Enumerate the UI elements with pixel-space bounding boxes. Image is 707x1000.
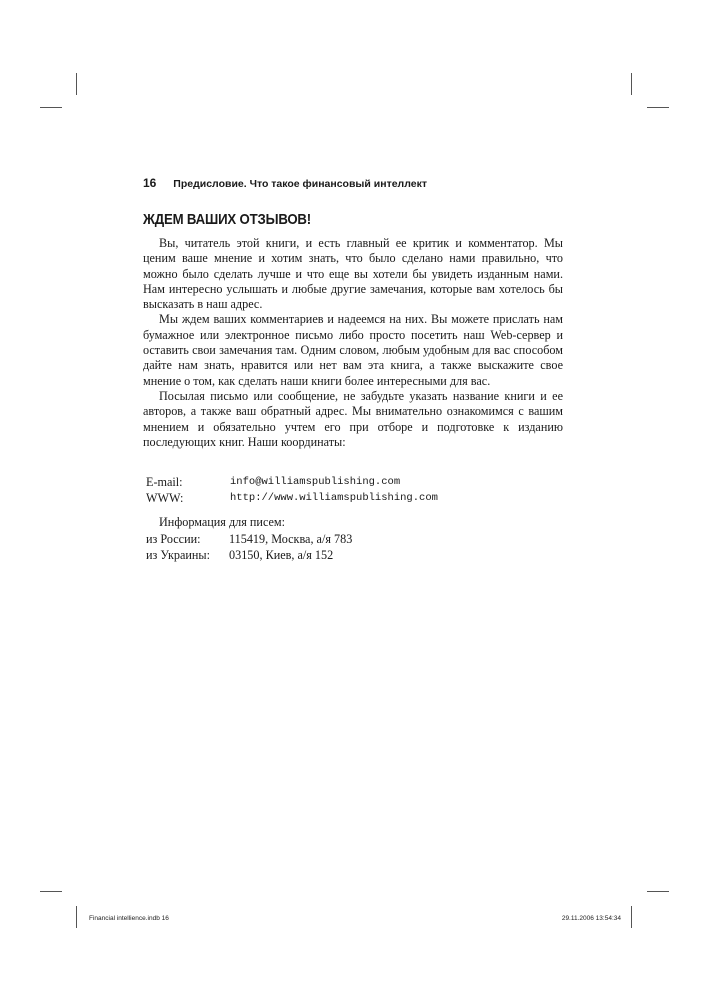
website-url: http://www.williamspublishing.com bbox=[230, 491, 438, 504]
running-title: Предисловие. Что такое финансовый интеллект bbox=[173, 178, 427, 190]
paragraph: Посылая письмо или сообщение, не забудьте указать название книги и ее авторов, а также ваш обратный адрес. Мы внимательно ознакомимся с вашим мнением и обязательно учтем его при отборе и подготовке к изданию последующих книг. Наши координаты: bbox=[143, 388, 563, 449]
contact-row-email bbox=[146, 475, 438, 491]
address-row-russia bbox=[146, 532, 352, 548]
address-label: из Украины: bbox=[146, 547, 210, 562]
address-row-ukraine bbox=[146, 548, 352, 564]
print-footer-datetime: 29.11.2006 13:54:34 bbox=[561, 915, 621, 922]
paragraph: Мы ждем ваших комментариев и надеемся на них. Вы можете прислать нам бумажное или электронное письмо либо просто посетить наш Web-сервер и оставить свои замечания там. Одним словом, любым удобным для вас способом дайте нам знать, нравится или нет вам эта книга, а также выскажите свое мнение о том, как сделать наши книги более интересными для вас. bbox=[143, 312, 563, 388]
address-value: 115419, Москва, а/я 783 bbox=[229, 532, 353, 546]
paragraph: Вы, читатель этой книги, и есть главный ее критик и комментатор. Мы ценим ваше мнение и хотим знать, что было сделано нами правильно, что можно было сделать лучше и что еще вы хотели бы увидеть изданным нами. Нам интересно услышать и любые другие замечания, которые вам хотелось бы высказать в наш адрес. bbox=[143, 236, 563, 312]
page-number: 16 bbox=[143, 176, 157, 190]
crop-mark bbox=[40, 891, 62, 892]
contact-label: E-mail: bbox=[146, 475, 183, 489]
email-address: info@williamspublishing.com bbox=[230, 476, 401, 488]
address-value: 03150, Киев, а/я 152 bbox=[229, 547, 334, 562]
print-footer-file: Financial intellience.indb 16 bbox=[89, 915, 169, 922]
crop-mark bbox=[647, 891, 669, 892]
contact-label: WWW: bbox=[146, 490, 184, 505]
crop-mark bbox=[40, 107, 62, 108]
crop-mark bbox=[76, 906, 77, 928]
crop-mark bbox=[631, 906, 632, 928]
crop-mark bbox=[631, 73, 632, 95]
crop-mark bbox=[647, 107, 669, 108]
crop-mark bbox=[76, 73, 77, 95]
running-head bbox=[143, 176, 563, 190]
body-text bbox=[143, 236, 563, 450]
address-label: из России: bbox=[146, 532, 201, 546]
addresses-list bbox=[146, 532, 352, 563]
mail-intro: Информация для писем: bbox=[159, 515, 286, 529]
contact-row-www bbox=[146, 491, 438, 507]
contacts-list bbox=[146, 475, 438, 506]
section-title: ЖДЕМ ВАШИХ ОТЗЫВОВ! bbox=[143, 211, 312, 228]
